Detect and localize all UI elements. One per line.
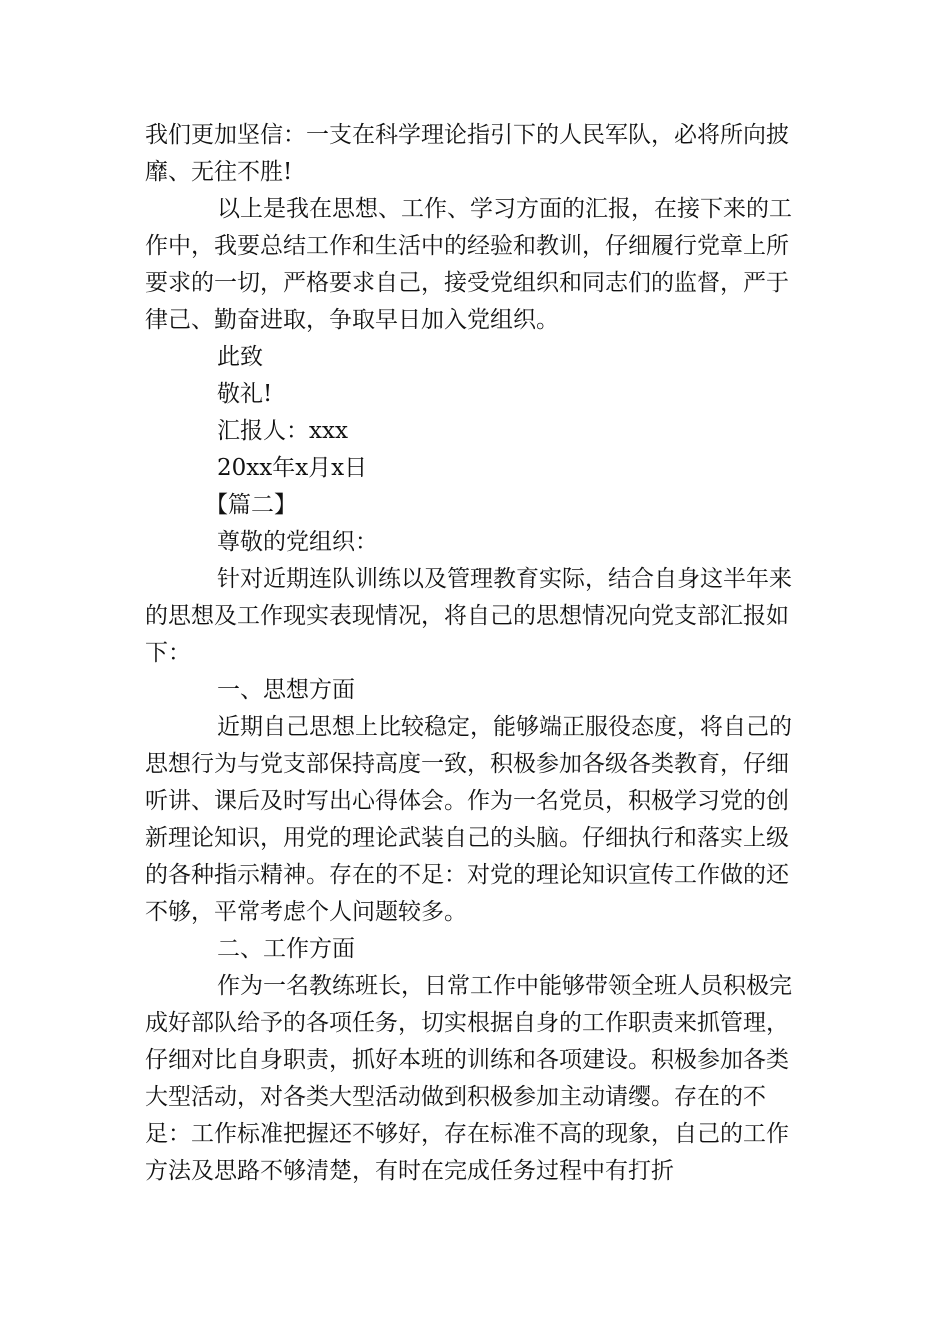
paragraph-thought: 近期自己思想上比较稳定，能够端正服役态度，将自己的思想行为与党支部保持高度一致，积极参加各级各类教育，仔细听讲、课后及时写出心得体会。作为一名党员，积极学习党的创新理论知识，用党的理论武装自己的头脑。仔细执行和落实上级的各种指示精神。存在的不足：对党的理论知识宣传工作做的还不够，平常考虑个人问题较多。: [145, 714, 792, 925]
signature-reporter: 汇报人：xxx: [217, 418, 348, 444]
document-body: [145, 117, 805, 1190]
subheading-thought: 一、思想方面: [217, 677, 355, 703]
letter-greeting: 尊敬的党组织：: [217, 529, 378, 555]
signature-date: 20xx年x月x日: [217, 455, 368, 481]
closing-salutation: 此致: [217, 344, 263, 370]
section-heading-part-two: 【篇二】: [205, 492, 297, 518]
paragraph-continuation: 我们更加坚信：一支在科学理论指引下的人民军队，必将所向披靡、无往不胜!: [145, 122, 789, 185]
paragraph-intro: 针对近期连队训练以及管理教育实际，结合自身这半年来的思想及工作现实表现情况，将自己的思想情况向党支部汇报如下：: [145, 566, 792, 666]
paragraph-summary: 以上是我在思想、工作、学习方面的汇报，在接下来的工作中，我要总结工作和生活中的经验和教训，仔细履行党章上所要求的一切，严格要求自己，接受党组织和同志们的监督，严于律己、勤奋进取，争取早日加入党组织。: [145, 196, 792, 333]
subheading-work: 二、工作方面: [217, 936, 355, 962]
closing-regards: 敬礼!: [217, 381, 273, 407]
paragraph-work: 作为一名教练班长，日常工作中能够带领全班人员积极完成好部队给予的各项任务，切实根据自身的工作职责来抓管理，仔细对比自身职责，抓好本班的训练和各项建设。积极参加各类大型活动，对各类大型活动做到积极参加主动请缨。存在的不足：工作标准把握还不够好，存在标准不高的现象，自己的工作方法及思路不够清楚，有时在完成任务过程中有打折: [145, 973, 792, 1184]
